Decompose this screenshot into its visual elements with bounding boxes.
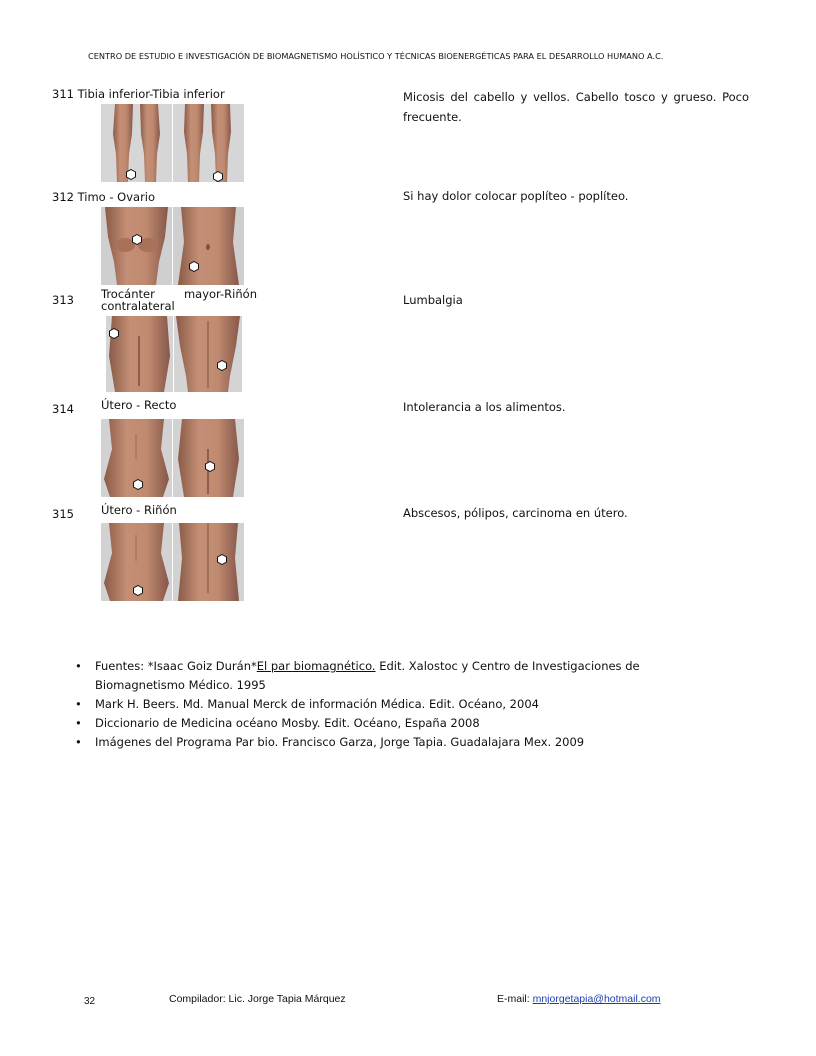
- abdomen-front-image: [173, 207, 244, 285]
- entry-313-label-part3: contralateral: [101, 299, 175, 313]
- reference-3: Diccionario de Medicina océano Mosby. Edit. Océano, España 2008: [95, 716, 480, 730]
- placement-point-icon: [213, 171, 222, 181]
- placement-point-icon: [133, 585, 142, 595]
- bullet: •: [75, 659, 82, 673]
- reference-2: Mark H. Beers. Md. Manual Merck de información Médica. Edit. Océano, 2004: [95, 697, 539, 711]
- references-list: [75, 657, 675, 752]
- reference-1-title: El par biomagnético.: [256, 659, 376, 673]
- entry-314-label: Útero - Recto: [101, 398, 177, 412]
- back-image: [174, 316, 242, 392]
- entry-313-description: Lumbalgia: [403, 293, 463, 307]
- entry-315-label: Útero - Riñón: [101, 503, 177, 517]
- reference-item: [75, 733, 675, 752]
- placement-point-icon: [132, 234, 141, 244]
- entry-314-number: 314: [52, 402, 74, 416]
- reference-item: [75, 657, 675, 695]
- compiler-credit: Compilador: Lic. Jorge Tapia Márquez: [169, 993, 346, 1005]
- entry-314-images: [101, 419, 244, 497]
- legs-back-image: [173, 104, 244, 182]
- reference-1-line2: Biomagnetismo Médico. 1995: [95, 678, 266, 692]
- bullet: •: [75, 735, 82, 749]
- email-label: E-mail:: [497, 993, 533, 1005]
- entry-313-label-part2: mayor-Riñón: [183, 287, 257, 301]
- entry-313-number: 313: [52, 293, 74, 307]
- entry-312-label: 312 Timo - Ovario: [52, 190, 156, 204]
- pelvis-front-image: [101, 419, 172, 497]
- reference-item: [75, 695, 675, 714]
- entry-315-number: 315: [52, 507, 74, 521]
- entry-315-description: Abscesos, pólipos, carcinoma en útero.: [403, 506, 628, 520]
- placement-point-icon: [126, 169, 135, 179]
- entry-312-images: [101, 207, 244, 285]
- placement-point-icon: [189, 261, 198, 271]
- entry-313-label: [101, 288, 257, 312]
- entry-311-description: Micosis del cabello y vellos. Cabello tosco y grueso. Poco frecuente.: [403, 90, 749, 124]
- reference-1-prefix: Fuentes: *Isaac Goiz Durán*: [95, 659, 257, 673]
- entry-315-images: [101, 523, 244, 601]
- buttocks-back-image: [106, 316, 173, 392]
- reference-1-suffix: Edit. Xalostoc y Centro de Investigaciones de: [375, 659, 640, 673]
- legs-front-image: [101, 104, 172, 182]
- placement-point-icon: [109, 328, 118, 338]
- placement-point-icon: [133, 479, 142, 489]
- pelvis-back-image: [173, 419, 244, 497]
- bullet: •: [75, 716, 82, 730]
- email-line: [497, 993, 661, 1005]
- entry-313-label-part1: Trocánter: [101, 287, 155, 301]
- entry-313-images: [106, 316, 242, 392]
- torso-front-image: [101, 207, 172, 285]
- entry-311-images: [101, 104, 244, 182]
- reference-4: Imágenes del Programa Par bio. Francisco Garza, Jorge Tapia. Guadalajara Mex. 2009: [95, 735, 585, 749]
- placement-point-icon: [205, 461, 214, 471]
- reference-item: [75, 714, 675, 733]
- entry-314-description: Intolerancia a los alimentos.: [403, 400, 566, 414]
- entry-311-label: 311 Tibia inferior-Tibia inferior: [52, 87, 225, 101]
- bullet: •: [75, 697, 82, 711]
- email-link[interactable]: mnjorgetapia@hotmail.com: [532, 993, 661, 1005]
- page-number: 32: [84, 996, 96, 1007]
- back-lower-image: [173, 523, 244, 601]
- pelvis-front-image: [101, 523, 172, 601]
- placement-point-icon: [217, 360, 226, 370]
- placement-point-icon: [217, 554, 226, 564]
- entry-312-description: Si hay dolor colocar poplíteo - poplíteo.: [403, 189, 629, 203]
- document-header: CENTRO DE ESTUDIO E INVESTIGACIÓN DE BIOMAGNETISMO HOLÍSTICO Y TÉCNICAS BIOENERGÉTICAS PARA EL DESARROLLO HUMANO A.C.: [88, 51, 664, 61]
